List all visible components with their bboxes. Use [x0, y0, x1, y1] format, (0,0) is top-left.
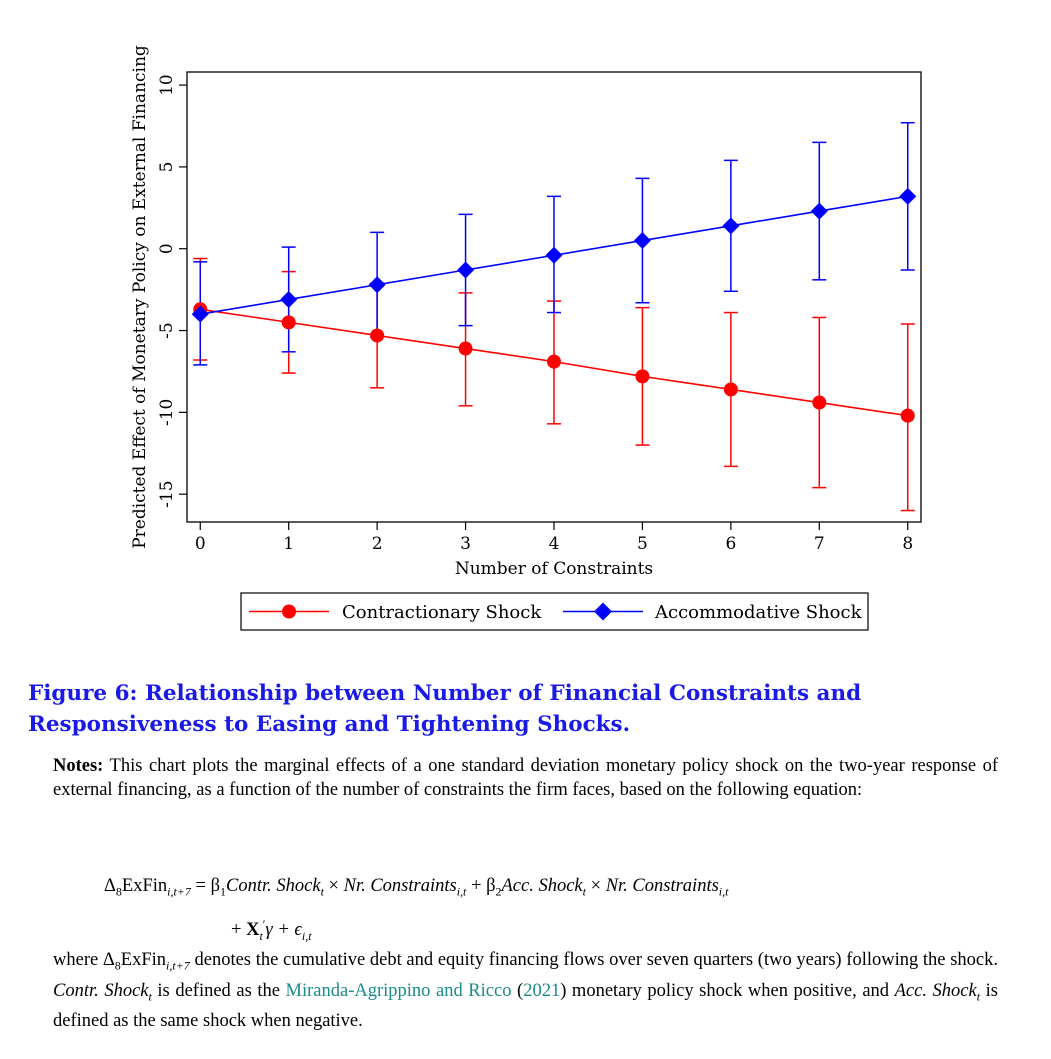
- notes-text: This chart plots the marginal effects of a one standard deviation monetary policy shock on the two-year response of external financing, as a function of the number of constraints the firm faces, based on the following equation:: [53, 756, 999, 800]
- y-tick-label: -10: [157, 398, 177, 427]
- y-tick-label: 5: [157, 161, 177, 173]
- figure-caption: Figure 6: Relationship between Number of Financial Constraints and Responsiveness to Easing and Tightening Shocks.: [28, 681, 862, 737]
- legend: [241, 593, 868, 630]
- y-tick-label: -5: [157, 322, 177, 339]
- x-tick-label: 0: [194, 534, 206, 554]
- x-axis-label: Number of Constraints: [454, 559, 654, 579]
- y-axis-label: Predicted Effect of Monetary Policy on External Financing: [130, 45, 150, 549]
- y-axis: [157, 74, 187, 508]
- equation-line-1: $\Delta_8ExFin_{i,t+7}$ = $\beta_1Contr$. Shock$_t$ × Nr. Constraints$_{i,t}$ + $\beta_2Acc$. Shock$_t$ × Nr. Constraints$_{i,t}$: [104, 876, 729, 899]
- point-contractionary: [901, 409, 915, 423]
- x-tick-label: 6: [725, 534, 737, 554]
- point-accommodative: [634, 232, 651, 249]
- point-contractionary: [635, 369, 649, 383]
- x-tick-label: 1: [283, 534, 295, 554]
- x-tick-label: 4: [548, 534, 560, 554]
- y-tick-label: 10: [157, 74, 177, 96]
- point-contractionary: [459, 342, 473, 356]
- point-contractionary: [547, 355, 561, 369]
- x-tick-label: 7: [813, 534, 825, 554]
- citation-year-link[interactable]: 2021: [523, 980, 561, 1001]
- x-tick-label: 3: [460, 534, 471, 554]
- error-bars: [193, 123, 914, 511]
- equation: [104, 870, 1004, 952]
- point-accommodative: [811, 203, 828, 220]
- x-tick-label: 8: [902, 534, 914, 554]
- point-accommodative: [280, 291, 297, 308]
- point-accommodative: [546, 247, 563, 264]
- x-tick-label: 2: [371, 534, 383, 554]
- where-paragraph: where $\Delta_8ExFin_{i,t+7}$ denotes the cumulative debt and equity financing flows over seven quarters (two years) following the shock. Contr. Shock$_t$ is defined as the Miranda-Agrippino and Ricco (2021) monetary policy shock when positive, and Acc. Shock$_t$ is defined as the same shock when negative.: [53, 950, 999, 1032]
- x-tick-label: 5: [637, 534, 648, 554]
- point-accommodative: [369, 276, 386, 293]
- point-contractionary: [370, 328, 384, 342]
- citation-link[interactable]: Miranda-Agrippino and Ricco: [285, 980, 512, 1001]
- y-tick-label: 0: [157, 243, 177, 255]
- legend-label-accommodative: Accommodative Shock: [655, 602, 862, 623]
- equation-line-2: + $X_t'\gamma + \epsilon_{i,t}$: [231, 916, 312, 943]
- notes-label: Notes:: [53, 756, 104, 776]
- notes-paragraph: [53, 754, 998, 802]
- point-accommodative: [722, 217, 739, 234]
- point-accommodative: [899, 188, 916, 205]
- x-axis: [195, 522, 913, 554]
- legend-marker-contractionary: [282, 605, 296, 619]
- legend-label-contractionary: Contractionary Shock: [342, 602, 542, 623]
- point-contractionary: [812, 396, 826, 410]
- point-contractionary: [724, 382, 738, 396]
- point-accommodative: [457, 262, 474, 279]
- point-contractionary: [282, 315, 296, 329]
- y-tick-label: -15: [157, 480, 177, 508]
